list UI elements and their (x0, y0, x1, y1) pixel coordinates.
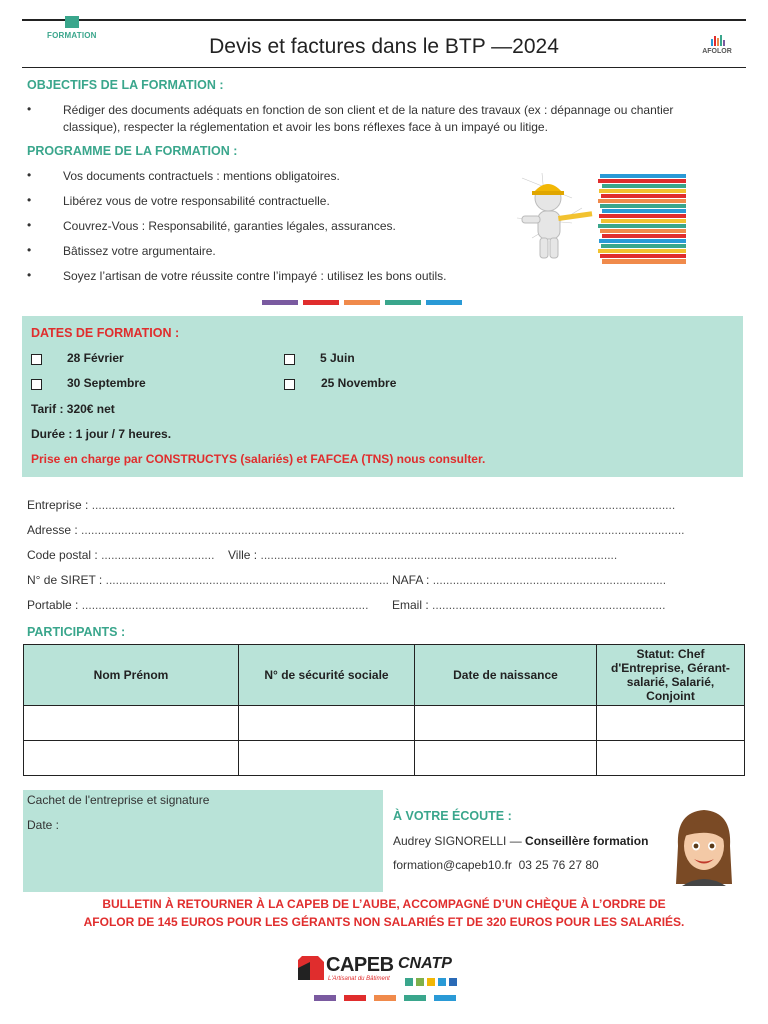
email-label: Email : (392, 598, 429, 612)
entreprise-dotted-line[interactable]: ............................................................................................................................................................................... (91, 498, 676, 512)
participants-table (23, 644, 745, 776)
avatar (672, 806, 736, 886)
ville-label: Ville : (228, 548, 258, 562)
table-cell[interactable] (24, 706, 239, 741)
column-header: Nom Prénom (24, 645, 239, 706)
programme-item-text: Libérez vous de votre responsabilité contractuelle. (63, 194, 330, 208)
date-checkbox[interactable] (284, 354, 295, 365)
email-dotted-line[interactable]: ...................................................................... (432, 598, 666, 612)
worker-papers-illustration (512, 168, 688, 266)
cachet-date-label: Date : (27, 818, 60, 832)
portable-field[interactable] (27, 598, 368, 612)
contact-name-line (393, 834, 648, 848)
objectifs-title: OBJECTIFS DE LA FORMATION : (27, 78, 224, 92)
table-cell[interactable] (24, 741, 239, 776)
footer-note-line2: AFOLOR DE 145 EUROS POUR LES GÉRANTS NON SALARIÉS ET DE 320 EUROS POUR LES SALARIÉS. (83, 915, 685, 929)
code-postal-label: Code postal : (27, 548, 98, 562)
date-label: 25 Novembre (321, 376, 397, 390)
cnatp-logo-text: CNATP (398, 955, 452, 972)
color-bar (385, 300, 421, 305)
contact-title: À VOTRE ÉCOUTE : (393, 809, 512, 823)
prise-en-charge-note: Prise en charge par CONSTRUCTYS (salariés) et FAFCEA (TNS) nous consulter. (31, 452, 486, 466)
table-cell[interactable] (239, 706, 415, 741)
color-bar (314, 995, 336, 1001)
footer-note-line1: BULLETIN À RETOURNER À LA CAPEB DE L’AUBE, ACCOMPAGNÉ D’UN CHÈQUE À L’ORDRE DE (102, 897, 666, 911)
bullet-icon: • (27, 268, 32, 282)
column-header: Statut: Chef d'Entreprise, Gérant-salarié, Salarié, Conjoint (597, 645, 745, 706)
date-label: 5 Juin (320, 351, 355, 365)
contact-name: Audrey SIGNORELLI — (393, 834, 526, 848)
date-checkbox[interactable] (31, 379, 42, 390)
table-header-row (24, 645, 745, 706)
capeb-logo-icon (296, 952, 326, 984)
date-checkbox[interactable] (284, 379, 295, 390)
programme-item (27, 218, 497, 235)
table-row (24, 741, 745, 776)
capeb-logo-subtitle: L'Artisanat du Bâtiment (328, 976, 390, 982)
table-cell[interactable] (239, 741, 415, 776)
objectifs-item-text: Rédiger des documents adéquats en fonction de son client et de la nature des travaux (ex : dépannage ou chantier classique), respecter la réglementation et avoir les bons réflexes face à un impayé ou litige. (63, 103, 674, 134)
color-bar (344, 995, 366, 1001)
column-header: N° de sécurité sociale (239, 645, 415, 706)
formation-badge-icon (65, 16, 79, 28)
programme-item (27, 268, 497, 285)
entreprise-field[interactable] (27, 498, 675, 512)
ville-field[interactable] (228, 548, 617, 562)
nafa-label: NAFA : (392, 573, 430, 587)
siret-field[interactable] (27, 573, 389, 587)
nafa-field[interactable] (392, 573, 666, 587)
bullet-icon: • (27, 243, 32, 257)
color-bar (426, 300, 462, 305)
table-cell[interactable] (597, 706, 745, 741)
email-field[interactable] (392, 598, 665, 612)
header-bottom-rule (22, 67, 746, 68)
cachet-label: Cachet de l'entreprise et signature (27, 793, 210, 807)
color-bar (344, 300, 380, 305)
color-bar (303, 300, 339, 305)
date-label: 30 Septembre (67, 376, 146, 390)
programme-item (27, 168, 497, 185)
programme-title: PROGRAMME DE LA FORMATION : (27, 144, 238, 158)
bullet-icon: • (27, 218, 32, 232)
cnatp-icon (416, 978, 424, 986)
ville-dotted-line[interactable]: ........................................................................................................... (260, 548, 618, 562)
entreprise-label: Entreprise : (27, 498, 89, 512)
table-row (24, 706, 745, 741)
dates-title: DATES DE FORMATION : (31, 326, 180, 340)
bullet-icon: • (27, 193, 32, 207)
afolor-logo-text: AFOLOR (702, 48, 732, 55)
siret-label: N° de SIRET : (27, 573, 103, 587)
programme-item (27, 243, 497, 260)
column-header: Date de naissance (415, 645, 597, 706)
table-cell[interactable] (415, 706, 597, 741)
programme-item-text: Soyez l’artisan de votre réussite contre l’impayé : utilisez les bons outils. (63, 269, 447, 283)
cnatp-icon (427, 978, 435, 986)
programme-item-text: Vos documents contractuels : mentions obligatoires. (63, 169, 340, 183)
siret-dotted-line[interactable]: ..................................................................................... (105, 573, 390, 587)
tarif: Tarif : 320€ net (31, 402, 115, 416)
cnatp-icon (449, 978, 457, 986)
bullet-icon: • (27, 168, 32, 182)
table-cell[interactable] (415, 741, 597, 776)
contact-details (393, 858, 599, 872)
header-top-rule (22, 19, 746, 21)
color-bar (434, 995, 456, 1001)
color-bar (404, 995, 426, 1001)
adresse-dotted-line[interactable]: ..................................................................................................................................................................................... (81, 523, 685, 537)
adresse-field[interactable] (27, 523, 685, 537)
contact-phone: 03 25 76 27 80 (518, 858, 599, 872)
code-postal-dotted-line[interactable]: .................................. (101, 548, 215, 562)
portable-label: Portable : (27, 598, 79, 612)
duree: Durée : 1 jour / 7 heures. (31, 427, 172, 441)
bullet-icon: • (27, 102, 32, 116)
nafa-dotted-line[interactable]: ...................................................................... (432, 573, 667, 587)
cnatp-icon (438, 978, 446, 986)
formation-tag: FORMATION (47, 31, 97, 40)
color-bar (262, 300, 298, 305)
programme-item (27, 193, 497, 210)
contact-email[interactable]: formation@capeb10.fr (393, 858, 512, 872)
color-bar (374, 995, 396, 1001)
contact-role: Conseillère formation (525, 834, 649, 848)
date-label: 28 Février (67, 351, 124, 365)
code-postal-field[interactable] (27, 548, 214, 562)
capeb-logo-text: CAPEB (326, 954, 394, 976)
programme-item-text: Bâtissez votre argumentaire. (63, 244, 216, 258)
participants-title: PARTICIPANTS : (27, 625, 126, 639)
cnatp-icon (405, 978, 413, 986)
page-title: Devis et factures dans le BTP —2024 (209, 35, 559, 58)
programme-item-text: Couvrez-Vous : Responsabilité, garanties légales, assurances. (63, 219, 396, 233)
adresse-label: Adresse : (27, 523, 78, 537)
date-checkbox[interactable] (31, 354, 42, 365)
portable-dotted-line[interactable]: ...................................................................................... (81, 598, 369, 612)
objectifs-item (27, 102, 717, 138)
table-cell[interactable] (597, 741, 745, 776)
